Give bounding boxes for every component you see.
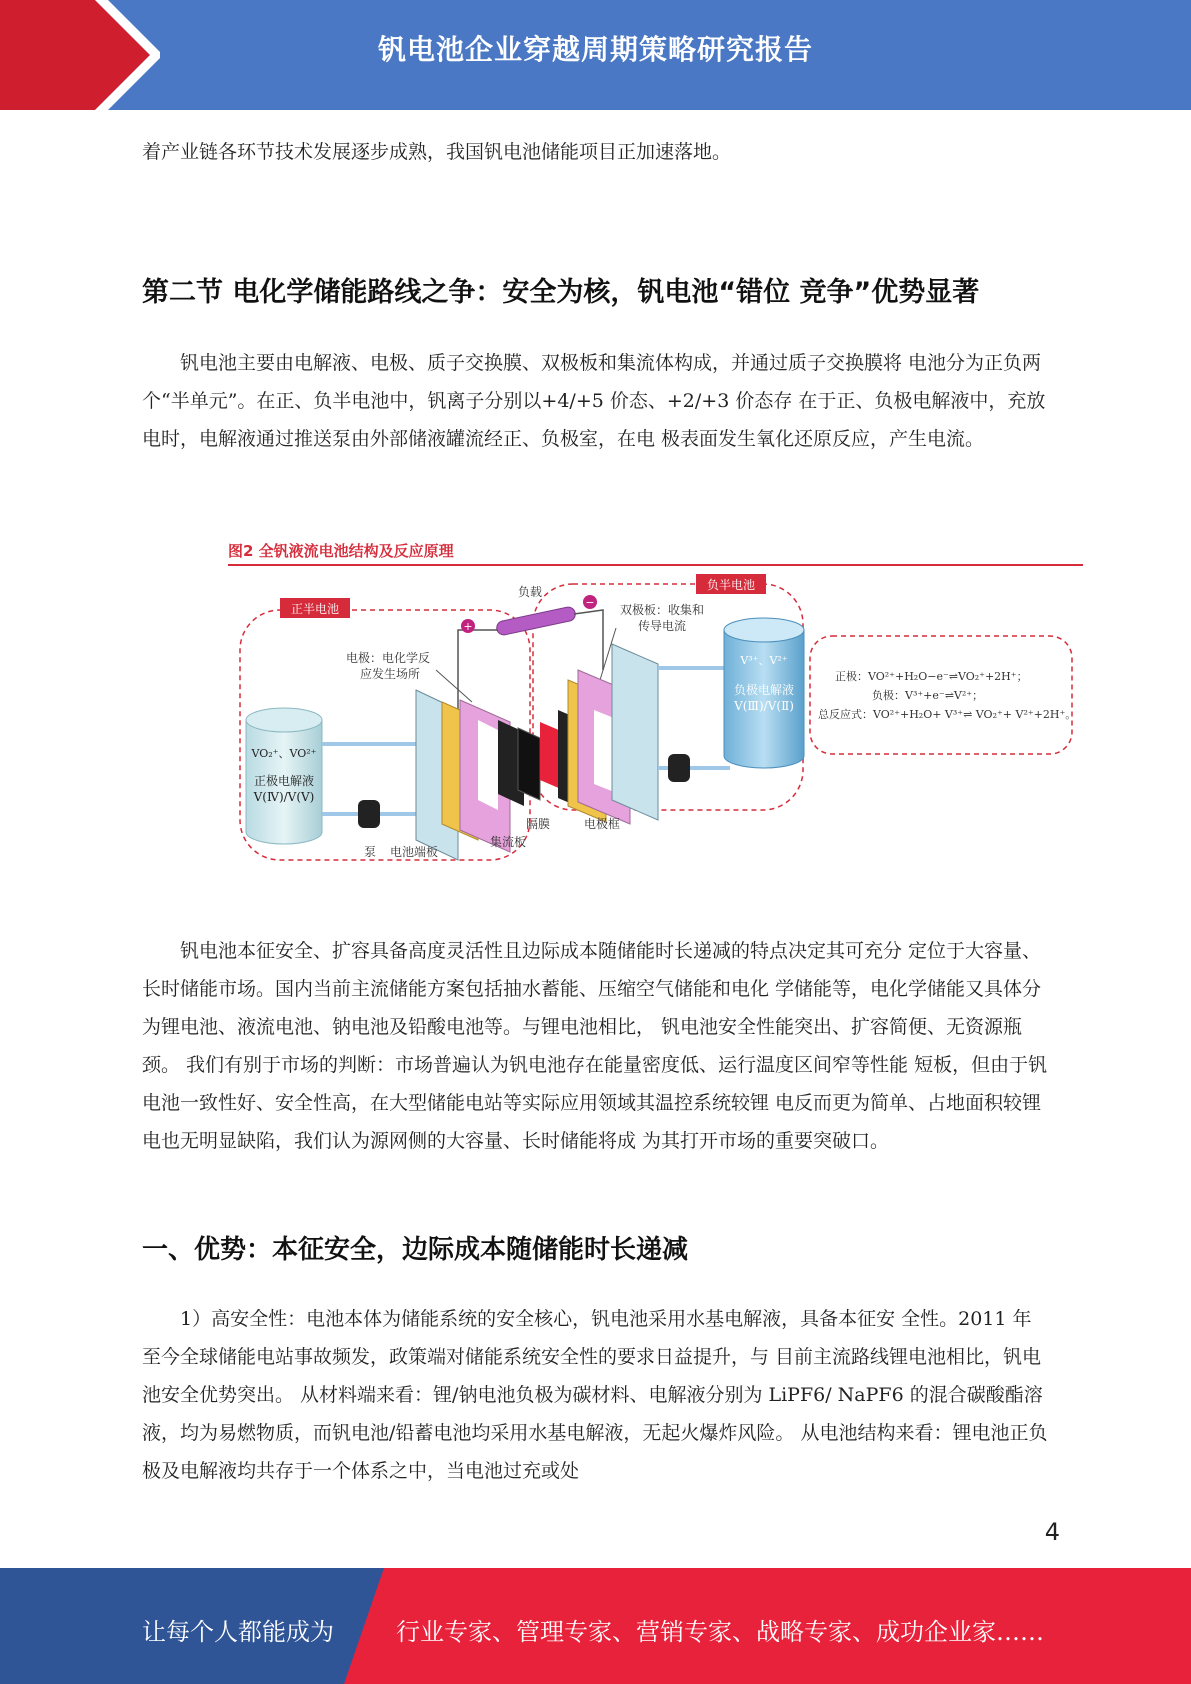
paragraph-composition: 钒电池主要由电解液、电极、质子交换膜、双极板和集流体构成，并通过质子交换膜将 电池分为正负两个“半单元”。在正、负半电池中，钒离子分别以+4/+5 价态、+2/+3 价态存 在于正、负极电解液中，充放电时，电解液通过推送泵由外部储液罐流经正、负极室，在电 极表面发生氧化还原反应，产生电流。 <box>142 352 1046 450</box>
positive-valence-label: V(Ⅳ)/V(Ⅴ) <box>253 790 315 804</box>
intro-line: 着产业链各环节技术发展逐步成熟，我国钒电池储能项目正加速落地。 <box>142 141 732 163</box>
svg-text:+: + <box>463 620 473 633</box>
negative-ions-label: V³⁺、V²⁺ <box>740 654 788 667</box>
positive-electrolyte-label: 正极电解液 <box>253 774 315 788</box>
negative-electrolyte-label: 负极电解液 <box>733 683 795 697</box>
page-footer <box>0 1568 1191 1684</box>
pump-label: 泵 <box>364 845 377 859</box>
battery-diagram-figure <box>228 536 1083 881</box>
bipolar-plate-label-1: 双极板：收集和 <box>620 603 705 617</box>
total-equation: 总反应式：VO²⁺+H₂O+ V³⁺⇌ VO₂⁺+ V²⁺+2H⁺。 <box>818 708 1077 721</box>
current-collector-label: 集流板 <box>490 835 527 849</box>
negative-equation: 负极：V³⁺+e⁻⇌V²⁺； <box>872 689 984 702</box>
electrode-frame-label: 电极框 <box>584 817 621 831</box>
negative-valence-label: V(Ⅲ)/V(Ⅱ) <box>734 699 794 713</box>
svg-text:−: − <box>585 596 595 609</box>
load-label: 负载 <box>517 585 543 599</box>
electrode-label-1: 电极：电化学反 <box>346 651 431 665</box>
footer-slogan-left: 让每个人都能成为 <box>142 1618 334 1646</box>
header-title: 钒电池企业穿越周期策略研究报告 <box>377 33 813 66</box>
footer-slogan-right: 行业专家、管理专家、营销专家、战略专家、成功企业家…… <box>396 1618 1044 1646</box>
end-plate-label: 电池端板 <box>390 845 439 859</box>
figure-title: 图2 全钒液流电池结构及反应原理 <box>228 542 454 560</box>
positive-ions-label: VO₂⁺、VO²⁺ <box>251 747 317 760</box>
bipolar-plate-label-2: 传导电流 <box>638 619 687 633</box>
section-heading: 第二节 电化学储能路线之争：安全为核，钒电池“错位 竞争”优势显著 <box>142 277 980 308</box>
page-header <box>0 0 1191 110</box>
membrane-label: 隔膜 <box>526 817 551 831</box>
figure-title-rule <box>228 564 1083 566</box>
positive-half-label: 正半电池 <box>290 602 340 616</box>
electrode-label-2: 应发生场所 <box>360 667 421 681</box>
negative-half-label: 负半电池 <box>706 578 756 592</box>
positive-equation: 正极：VO²⁺+H₂O−e⁻⇌VO₂⁺+2H⁺； <box>835 670 1028 683</box>
paragraph-safety: 1）高安全性：电池本体为储能系统的安全核心，钒电池采用水基电解液，具备本征安 全性。2011 年至今全球储能电站事故频发，政策端对储能系统安全性的要求日益提升，与 目前主流路线锂电池相比，钒电池安全优势突出。 从材料端来看：锂/钠电池负极为碳材料、电解液分别为 LiPF6/ NaPF6 的混合碳酸酯溶 液，均为易燃物质，而钒电池/铅蓄电池均采用水基电解液，无起火爆炸风险。 从电池结构来看：锂电池正负极及电解液均共存于一个体系之中，当电池过充或处 <box>142 1308 1048 1482</box>
left-pump-icon <box>358 800 380 828</box>
vanadium-battery-diagram <box>228 570 1083 880</box>
page-number: 4 <box>1044 1518 1060 1546</box>
right-pump-icon <box>668 754 690 782</box>
paragraph-positioning: 钒电池本征安全、扩容具备高度灵活性且边际成本随储能时长递减的特点决定其可充分 定位于大容量、长时储能市场。国内当前主流储能方案包括抽水蓄能、压缩空气储能和电化 学储能等，电化学储能又具体分为锂电池、液流电池、钠电池及铅酸电池等。与锂电池相比， 钒电池安全性能突出、扩容简便、无资源瓶颈。 我们有别于市场的判断：市场普遍认为钒电池存在能量密度低、运行温度区间窄等性能 短板，但由于钒电池一致性好、安全性高，在大型储能电站等实际应用领域其温控系统较锂 电反而更为简单、占地面积较锂电也无明显缺陷，我们认为源网侧的大容量、长时储能将成 为其打开市场的重要突破口。 <box>142 940 1048 1152</box>
sub-heading-advantages: 一、优势：本征安全，边际成本随储能时长递减 <box>142 1235 689 1265</box>
